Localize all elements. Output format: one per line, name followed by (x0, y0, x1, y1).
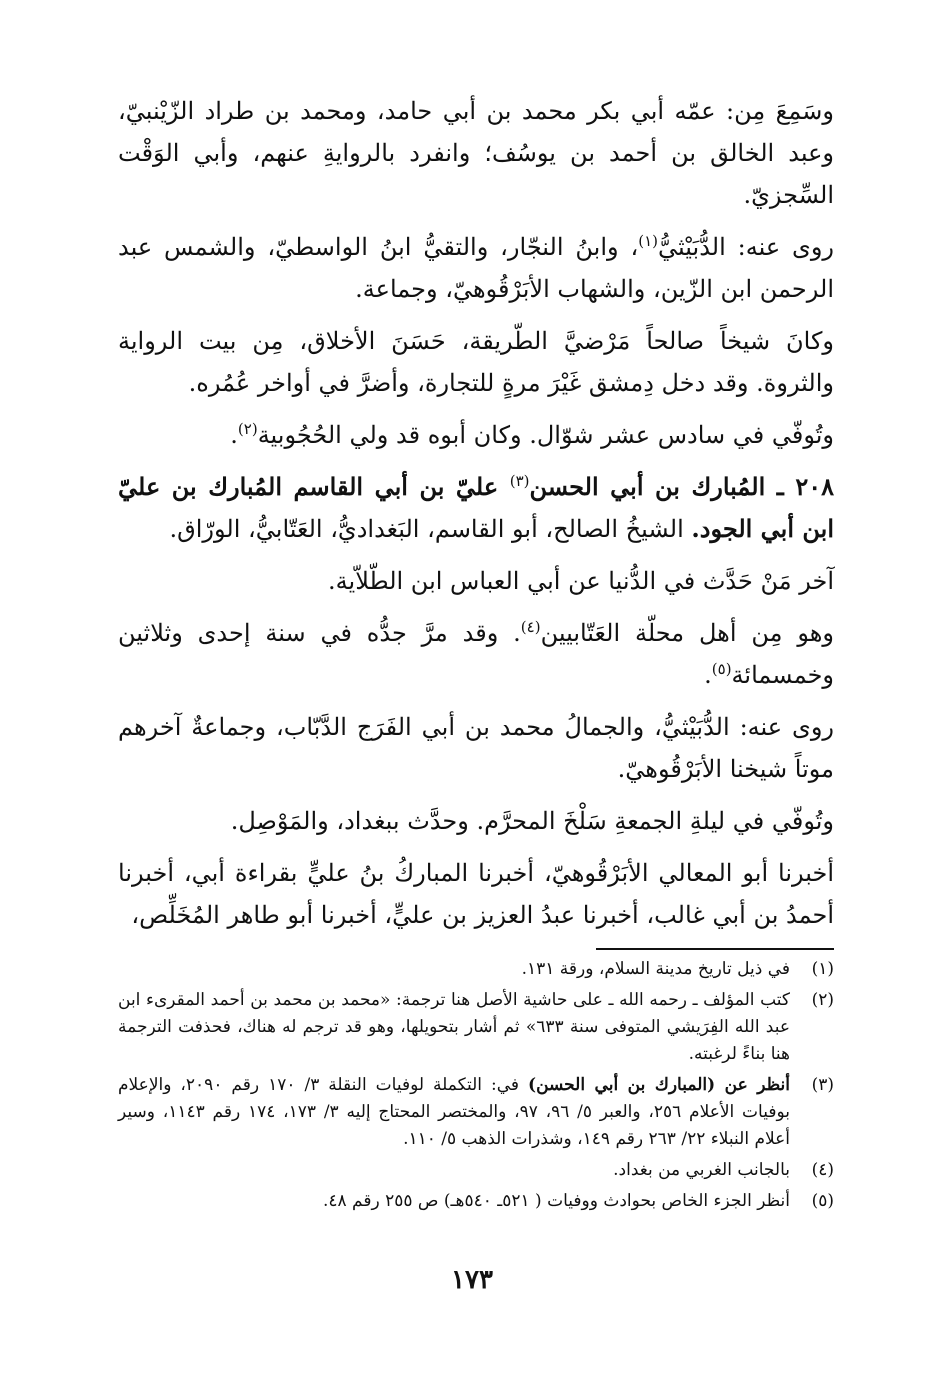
footnote-text: بالجانب الغربي من بغداد. (613, 1160, 790, 1180)
entry-heading: ٢٠٨ ـ المُبارك بن أبي الحسن (529, 472, 834, 501)
footnote-ref: (٣) (509, 472, 530, 490)
paragraph-4 (118, 414, 834, 456)
paragraph-6 (118, 560, 834, 602)
paragraph-text: وسَمِعَ مِن: عمّه أبي بكر محمد بن أبي حامد، ومحمد بن طراد الزّيْنبيّ، وعبد الخالق بن أحمد بن يوسُف؛ وانفرد بالروايةِ عنهم، وأبي الوَقْت السِّجزيّ. (118, 97, 834, 209)
footnote-body: في: التكملة لوفيات النقلة ٣/ ١٧٠ رقم ٢٠٩٠، والإعلام بوفيات الأعلام ٢٥٦، والعبر ٥/ ٩٦، ٩٧، والمختصر المحتاج إليه ٣/ ١٧٣، ١٧٤ رقم ١١٤٣، وسير أعلام النبلاء ٢٢/ ٢٦٣ رقم ١٤٩، وشذرات الذهب ٥/ ١١٠. (118, 1075, 790, 1149)
footnote-bold-title: أنظر عن (المبارك بن أبي الحسن) (528, 1075, 790, 1095)
footnote-1 (118, 956, 834, 983)
footnote-number: (٥) (811, 1191, 834, 1211)
paragraph-text: أخبرنا أبو المعالي الأبَرْقُوهيّ، أخبرنا المباركُ بنُ عليٍّ بقراءة أبي، أخبرنا أحمدُ بن أبي غالب، أخبرنا عبدُ العزيز بن عليٍّ، أخبرنا أبو طاهر المُخَلِّص، (118, 859, 834, 929)
paragraph-text: الشيخُ الصالح، أبو القاسم، البَغداديُّ، العَتّابيُّ، الورّاق. (169, 515, 692, 543)
paragraph-text: وهو مِن أهل محلّة العَتّابيين (540, 619, 834, 647)
paragraph-7 (118, 612, 834, 696)
paragraph-2 (118, 226, 834, 310)
footnote-text: كتب المؤلف ـ رحمه الله ـ على حاشية الأصل هنا ترجمة: «محمد بن محمد بن أحمد المقرىء ابن عبد الله الفِرَيشي المتوفى سنة ٦٣٣» ثم أشار بتحويلها، وهو قد ترجم له هناك، فحذفت الترجمة هنا بناءً لرغبته. (118, 990, 790, 1064)
paragraph-text: وتُوفّي في ليلةِ الجمعةِ سَلْخَ المحرَّم. وحدَّث ببغداد، والمَوْصِل. (230, 807, 834, 835)
footnote-divider (596, 948, 834, 950)
paragraph-text: آخر مَنْ حَدَّث في الدُّنيا عن أبي العباس ابن الطّلاّية. (328, 567, 834, 595)
paragraph-text: روى عنه: الدُّبَيْثيُّ، والجمالُ محمد بن أبي الفَرَج الدَّبّاب، وجماعةٌ آخرهم موتاً شيخنا الأبَرْقُوهيّ. (118, 713, 834, 783)
main-text (118, 90, 834, 946)
footnote-3 (118, 1072, 834, 1153)
page-number: ١٧٣ (451, 1265, 493, 1295)
entry-208 (118, 466, 834, 550)
footnote-number: (٣) (811, 1075, 834, 1095)
footnote-5 (118, 1188, 834, 1215)
paragraph-3 (118, 320, 834, 404)
footnotes (118, 956, 834, 1219)
footnote-number: (٢) (811, 990, 834, 1010)
footnote-number: (١) (811, 959, 834, 979)
footnote-ref: (١) (638, 232, 659, 250)
paragraph-text: . (704, 661, 712, 689)
paragraph-8 (118, 706, 834, 790)
paragraph-1 (118, 90, 834, 216)
paragraph-text: وتُوفّي في سادس عشر شوّال. وكان أبوه قد ولي الحُجُوبية (257, 421, 834, 449)
footnote-text: في ذيل تاريخ مدينة السلام، ورقة ١٣١. (521, 959, 790, 979)
footnote-ref: (٤) (520, 618, 541, 636)
paragraph-9 (118, 800, 834, 842)
paragraph-text: ، وابنُ النجّار، والتقيُّ ابنُ الواسطيّ، والشمس عبد الرحمن ابن الزّين، والشهاب الأبَرْقُوهيّ، وجماعة. (118, 233, 834, 303)
paragraph-text: . (230, 421, 238, 449)
footnote-number: (٤) (811, 1160, 834, 1180)
entry-heading: عليّ بن أبي القاسم المُبارك بن عليّ ابن أبي الجود. (118, 472, 834, 543)
paragraph-10 (118, 852, 834, 936)
paragraph-text: وكانَ شيخاً صالحاً مَرْضيَّ الطّريقة، حَسَنَ الأخلاق، مِن بيت الرواية والثروة. وقد دخل دِمشق غَيْرَ مرةٍ للتجارة، وأضرَّ في أواخر عُمُره. (118, 327, 835, 397)
footnote-4 (118, 1157, 834, 1184)
paragraph-text: روى عنه: الدُّبَيْثيُّ (658, 233, 835, 261)
footnote-ref: (٥) (711, 660, 732, 678)
footnote-ref: (٢) (237, 420, 258, 438)
footnote-2 (118, 987, 834, 1068)
footnote-text (118, 1072, 790, 1153)
paragraph-text: . وقد مرَّ جدُّه في سنة إحدى وثلاثين وخمسمائة (118, 619, 834, 689)
footnote-text: أنظر الجزء الخاص بحوادث ووفيات ( ٥٢١ـ ٥٤٠هـ) ص ٢٥٥ رقم ٤٨. (322, 1191, 790, 1211)
